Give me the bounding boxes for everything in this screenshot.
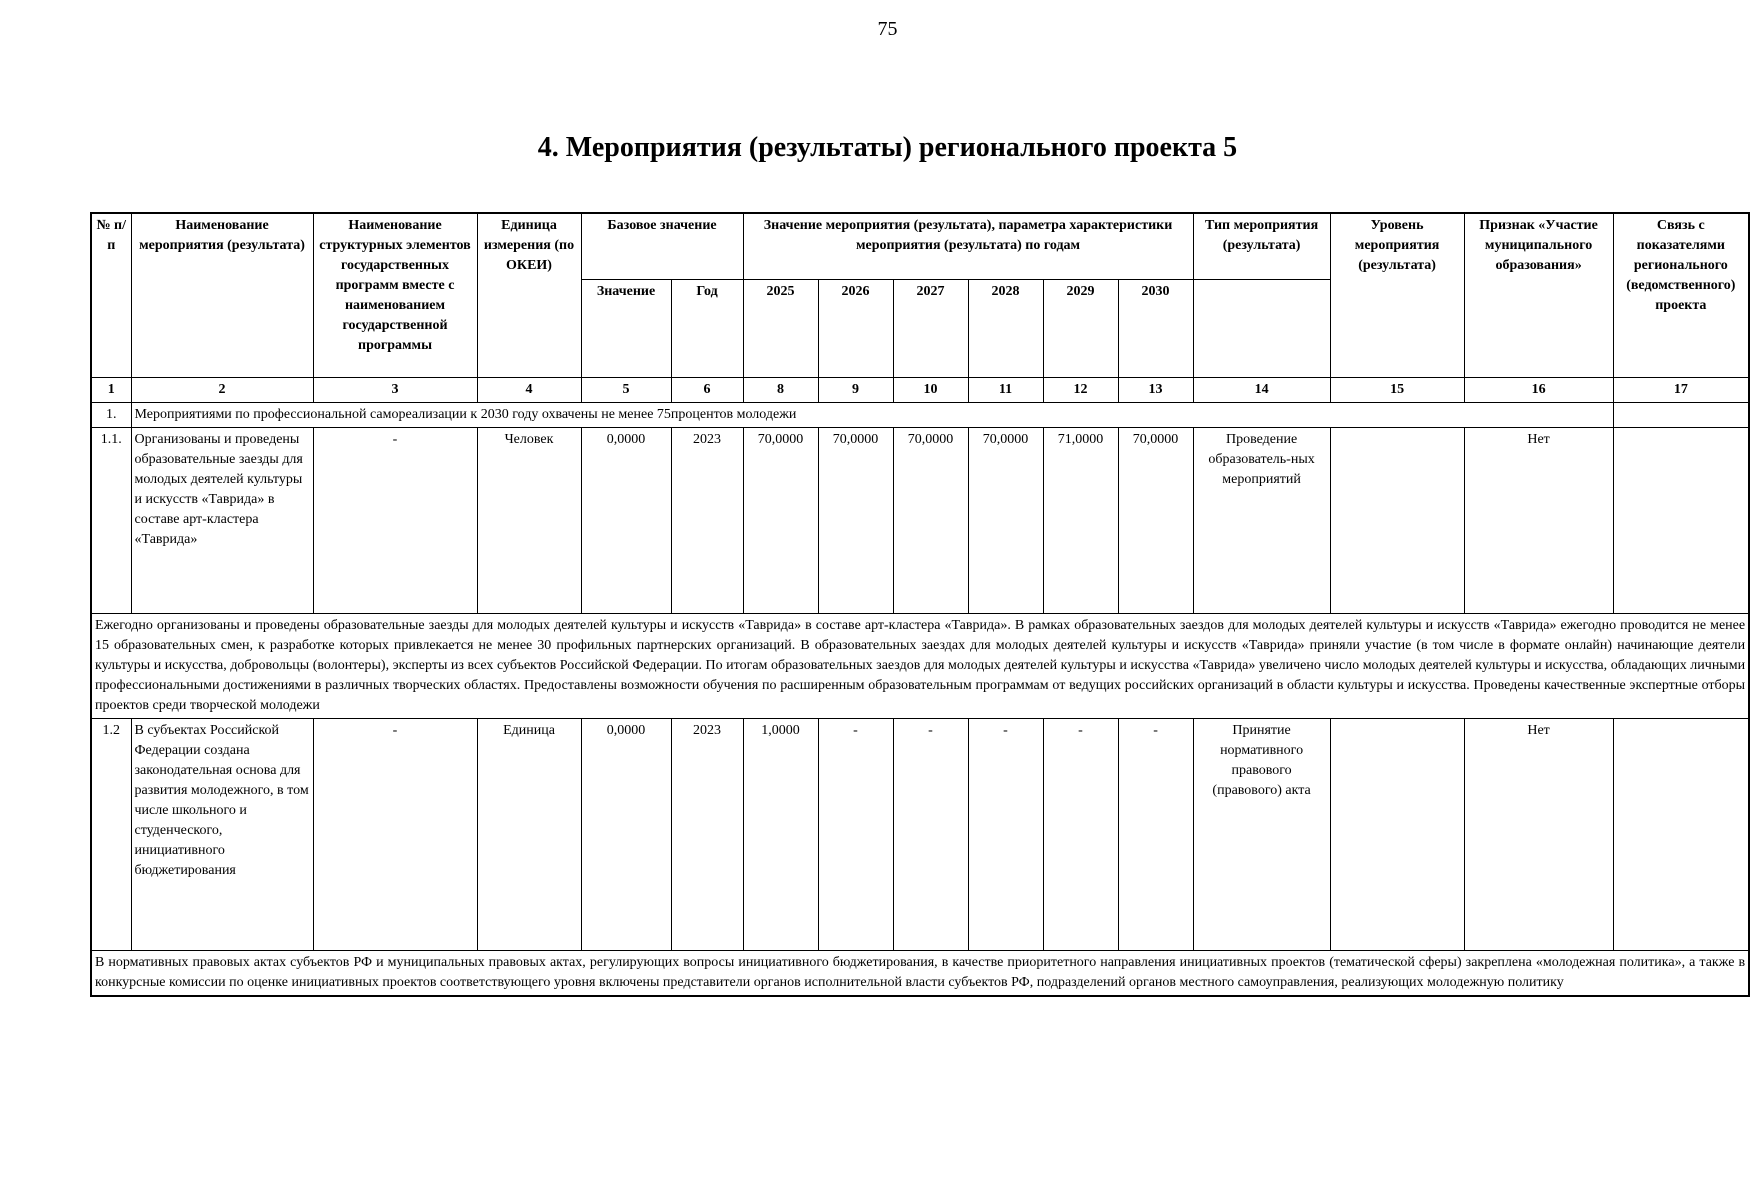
measures-table (90, 212, 1750, 997)
row-value: - (893, 718, 968, 950)
column-number: 12 (1043, 377, 1118, 402)
row-base-value: 0,0000 (581, 718, 671, 950)
header-by-years: Значение мероприятия (результата), параметра характеристики мероприятия (результата) по годам (743, 213, 1193, 279)
header-unit: Единица измерения (по ОКЕИ) (477, 213, 581, 377)
header-struct: Наименование структурных элементов государственных программ вместе с наименованием государственной программы (313, 213, 477, 377)
column-number: 10 (893, 377, 968, 402)
row-value: 70,0000 (1118, 427, 1193, 613)
description-row (91, 613, 1749, 718)
header-base-year: Год (671, 279, 743, 377)
row-municipal: Нет (1464, 718, 1613, 950)
page-title: 4. Мероприятия (результаты) регионального проекта 5 (537, 132, 1238, 163)
header-type-empty (1193, 279, 1330, 377)
column-number: 1 (91, 377, 131, 402)
row-struct: - (313, 718, 477, 950)
row-struct: - (313, 427, 477, 613)
column-number: 17 (1613, 377, 1749, 402)
row-unit: Человек (477, 427, 581, 613)
column-number: 5 (581, 377, 671, 402)
column-number: 2 (131, 377, 313, 402)
header-municipal: Признак «Участие муниципального образования» (1464, 213, 1613, 377)
column-number: 6 (671, 377, 743, 402)
header-base: Базовое значение (581, 213, 743, 279)
row-link (1613, 427, 1749, 613)
column-number: 16 (1464, 377, 1613, 402)
row-value: - (1043, 718, 1118, 950)
section-num: 1. (91, 402, 131, 427)
row-name: Организованы и проведены образовательные заезды для молодых деятелей культуры и искусств «Таврида» в составе арт-кластера «Таврида» (131, 427, 313, 613)
header-num: № п/п (91, 213, 131, 377)
row-base-value: 0,0000 (581, 427, 671, 613)
header-year: 2027 (893, 279, 968, 377)
row-unit: Единица (477, 718, 581, 950)
row-num: 1.2 (91, 718, 131, 950)
row-base-year: 2023 (671, 427, 743, 613)
row-level (1330, 718, 1464, 950)
column-number: 13 (1118, 377, 1193, 402)
column-number: 14 (1193, 377, 1330, 402)
header-base-value: Значение (581, 279, 671, 377)
row-value: 70,0000 (893, 427, 968, 613)
column-number: 11 (968, 377, 1043, 402)
row-type: Проведение образователь-ных мероприятий (1193, 427, 1330, 613)
row-value: 70,0000 (818, 427, 893, 613)
table-row (91, 718, 1749, 950)
header-year: 2028 (968, 279, 1043, 377)
row-num: 1.1. (91, 427, 131, 613)
row-description: В нормативных правовых актах субъектов РФ и муниципальных правовых актах, регулирующих вопросы инициативного бюджетирования, в качестве приоритетного направления инициативных проектов (тематической сферы) закреплена «молодежная политика», а также в конкурсные комиссии по оценке инициативных проектов соответствующего уровня включены представители органов исполнительной власти субъектов РФ, подразделений органов местного самоуправления, реализующих молодежную политику (91, 950, 1749, 996)
row-value: 70,0000 (743, 427, 818, 613)
column-number: 9 (818, 377, 893, 402)
header-level: Уровень мероприятия (результата) (1330, 213, 1464, 377)
column-number: 8 (743, 377, 818, 402)
page-number: 75 (877, 18, 898, 40)
header-name: Наименование мероприятия (результата) (131, 213, 313, 377)
header-year: 2025 (743, 279, 818, 377)
header-year: 2029 (1043, 279, 1118, 377)
column-number: 4 (477, 377, 581, 402)
header-year: 2026 (818, 279, 893, 377)
row-value: - (818, 718, 893, 950)
row-name: В субъектах Российской Федерации создана законодательная основа для развития молодежного, в том числе школьного и студенческого, инициативного бюджетирования (131, 718, 313, 950)
header-link: Связь с показателями регионального (ведомственного) проекта (1613, 213, 1749, 377)
row-value: - (1118, 718, 1193, 950)
row-description: Ежегодно организованы и проведены образовательные заезды для молодых деятелей культуры и искусств «Таврида» в составе арт-кластера «Таврида». В рамках образовательных заездов для молодых деятелей культуры и искусств «Таврида» ежегодно проводится не менее 15 образовательных смен, к разработке которых привлекается не менее 30 профильных партнерских организаций. В образовательных заездах для молодых деятелей культуры и искусств «Таврида» приняли участие (в том числе в формате онлайн) начинающие деятели культуры и искусства, добровольцы (волонтеры), эксперты из всех субъектов Российской Федерации. По итогам образовательных заездов для молодых деятелей культуры и искусства «Таврида» увеличено число молодых деятелей культуры и искусства, обладающих личными профессиональными достижениями в различных творческих областях. Предоставлены возможности обучения по расширенным образовательным программам от ведущих российских организаций в области культуры и искусства. Проведены качественные экспертные отборы проектов среди творческой молодежи (91, 613, 1749, 718)
row-value: - (968, 718, 1043, 950)
table-row (91, 427, 1749, 613)
header-type: Тип мероприятия (результата) (1193, 213, 1330, 279)
section-link-empty (1613, 402, 1749, 427)
row-value: 70,0000 (968, 427, 1043, 613)
row-level (1330, 427, 1464, 613)
column-number: 15 (1330, 377, 1464, 402)
description-row (91, 950, 1749, 996)
row-municipal: Нет (1464, 427, 1613, 613)
row-link (1613, 718, 1749, 950)
section-text: Мероприятиями по профессиональной самореализации к 2030 году охвачены не менее 75процентов молодежи (131, 402, 1613, 427)
header-year: 2030 (1118, 279, 1193, 377)
column-number: 3 (313, 377, 477, 402)
section-row (91, 402, 1749, 427)
row-value: 1,0000 (743, 718, 818, 950)
row-base-year: 2023 (671, 718, 743, 950)
row-value: 71,0000 (1043, 427, 1118, 613)
row-type: Принятие нормативного правового (правового) акта (1193, 718, 1330, 950)
